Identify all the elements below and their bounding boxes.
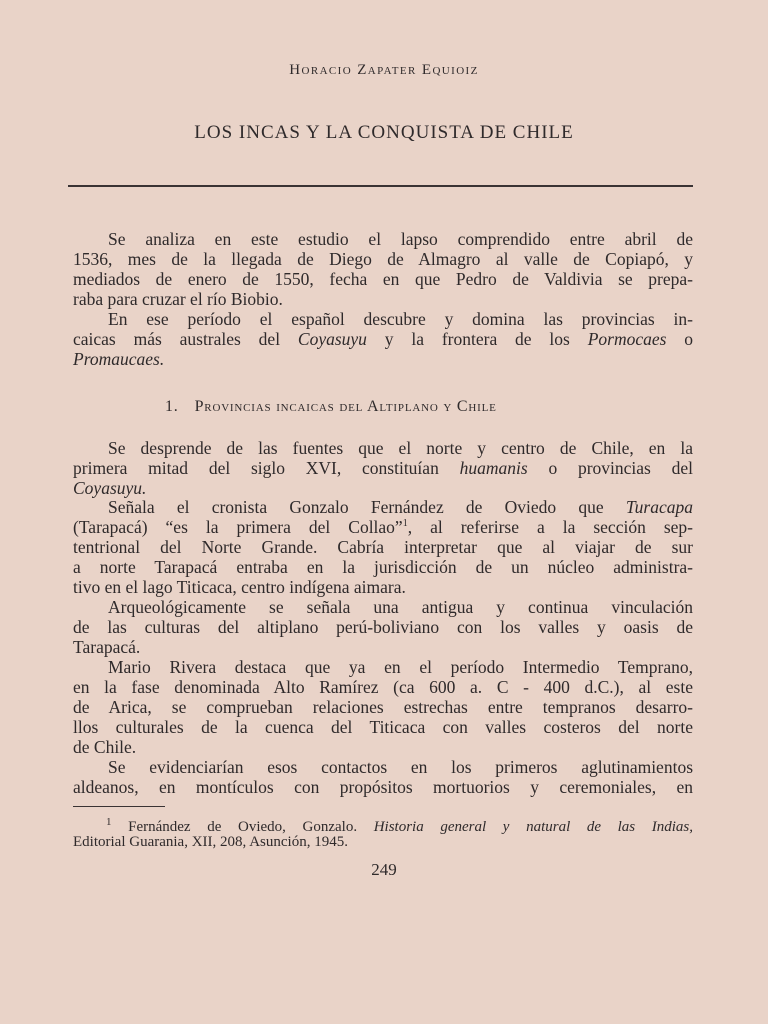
term-coyasuyu: Coyasuyu. bbox=[73, 478, 147, 498]
footnote-marker: 1 bbox=[106, 816, 112, 828]
intro-line-5: En ese período el español descubre y domina las provincias in- bbox=[108, 309, 693, 329]
body-line-4 bbox=[108, 497, 693, 517]
intro-text: caicas más australes del bbox=[73, 329, 281, 349]
term-turacapa: Turacapa bbox=[625, 497, 693, 517]
footnote-work: Historia general y natural de las Indias, bbox=[373, 819, 694, 835]
chapter-title: LOS INCAS Y LA CONQUISTA DE CHILE bbox=[194, 122, 574, 143]
body-line-5 bbox=[73, 517, 693, 537]
body-line-14: de Arica, se comprueban relaciones estrechas entre tempranos desarro- bbox=[73, 697, 693, 717]
intro-line-7 bbox=[73, 349, 693, 369]
body-line-17: Se evidenciarían esos contactos en los primeros aglutinamientos bbox=[108, 757, 693, 777]
body-text: , al referirse a la sección sep- bbox=[407, 517, 693, 537]
body-line-12: Mario Rivera destaca que ya en el período Intermedio Temprano, bbox=[108, 657, 693, 677]
intro-line-6 bbox=[73, 329, 693, 349]
body-line-18: aldeanos, en montículos con propósitos mortuorios y ceremoniales, en bbox=[73, 777, 693, 797]
intro-text: o bbox=[684, 329, 694, 349]
section-title: Provincias incaicas del Altiplano y Chile bbox=[194, 398, 497, 415]
body-line-7: a norte Tarapacá entraba en la jurisdicción de un núcleo administra- bbox=[73, 557, 693, 577]
body-text: (Tarapacá) “es la primera del Collao” bbox=[73, 517, 403, 537]
footnote-line-2: Editorial Guarania, XII, 208, Asunción, 1945. bbox=[73, 834, 348, 850]
term-promaucaes: Promaucaes. bbox=[73, 349, 165, 369]
intro-line-1: Se analiza en este estudio el lapso comprendido entre abril de bbox=[108, 229, 693, 249]
footnote-line-1 bbox=[106, 812, 694, 835]
body-line-10: de las culturas del altiplano perú-boliviano con los valles y oasis de bbox=[73, 617, 693, 637]
body-line-3 bbox=[73, 478, 693, 498]
body-line-9: Arqueológicamente se señala una antigua y continua vinculación bbox=[108, 597, 693, 617]
body-line-2 bbox=[73, 458, 693, 478]
intro-line-4: raba para cruzar el río Biobio. bbox=[73, 289, 283, 309]
body-text: o provincias del bbox=[548, 458, 694, 478]
body-line-1: Se desprende de las fuentes que el norte y centro de Chile, en la bbox=[108, 438, 693, 458]
term-huamanis: huamanis bbox=[459, 458, 528, 478]
body-line-16: de Chile. bbox=[73, 737, 137, 757]
running-header-author: Horacio Zapater Equioiz bbox=[289, 62, 479, 78]
body-text: primera mitad del siglo XVI, constituían bbox=[73, 458, 439, 478]
footnote-ref: 1 bbox=[402, 518, 408, 530]
body-line-8: tivo en el lago Titicaca, centro indígena aimara. bbox=[73, 577, 406, 597]
intro-text: y la frontera de los bbox=[384, 329, 570, 349]
intro-line-3: mediados de enero de 1550, fecha en que Pedro de Valdivia se prepa- bbox=[73, 269, 693, 289]
body-line-6: tentrional del Norte Grande. Cabría interpretar que al viajar de sur bbox=[73, 537, 693, 557]
footnote-author: Fernández de Oviedo, Gonzalo. bbox=[128, 819, 358, 835]
title-rule bbox=[68, 185, 693, 187]
body-line-15: llos culturales de la cuenca del Titicaca con valles costeros del norte bbox=[73, 717, 693, 737]
page-number: 249 bbox=[371, 860, 397, 879]
term-coyasuyu: Coyasuyu bbox=[297, 329, 367, 349]
body-line-13: en la fase denominada Alto Ramírez (ca 600 a. C - 400 d.C.), al este bbox=[73, 677, 693, 697]
body-text: Señala el cronista Gonzalo Fernández de Oviedo que bbox=[108, 497, 604, 517]
term-pormocaes: Pormocaes bbox=[587, 329, 667, 349]
body-line-11: Tarapacá. bbox=[73, 637, 141, 657]
footnote-rule bbox=[73, 806, 165, 807]
section-heading bbox=[165, 398, 497, 416]
intro-line-2: 1536, mes de la llegada de Diego de Almagro al valle de Copiapó, y bbox=[73, 249, 693, 269]
section-number: 1. bbox=[165, 398, 179, 415]
